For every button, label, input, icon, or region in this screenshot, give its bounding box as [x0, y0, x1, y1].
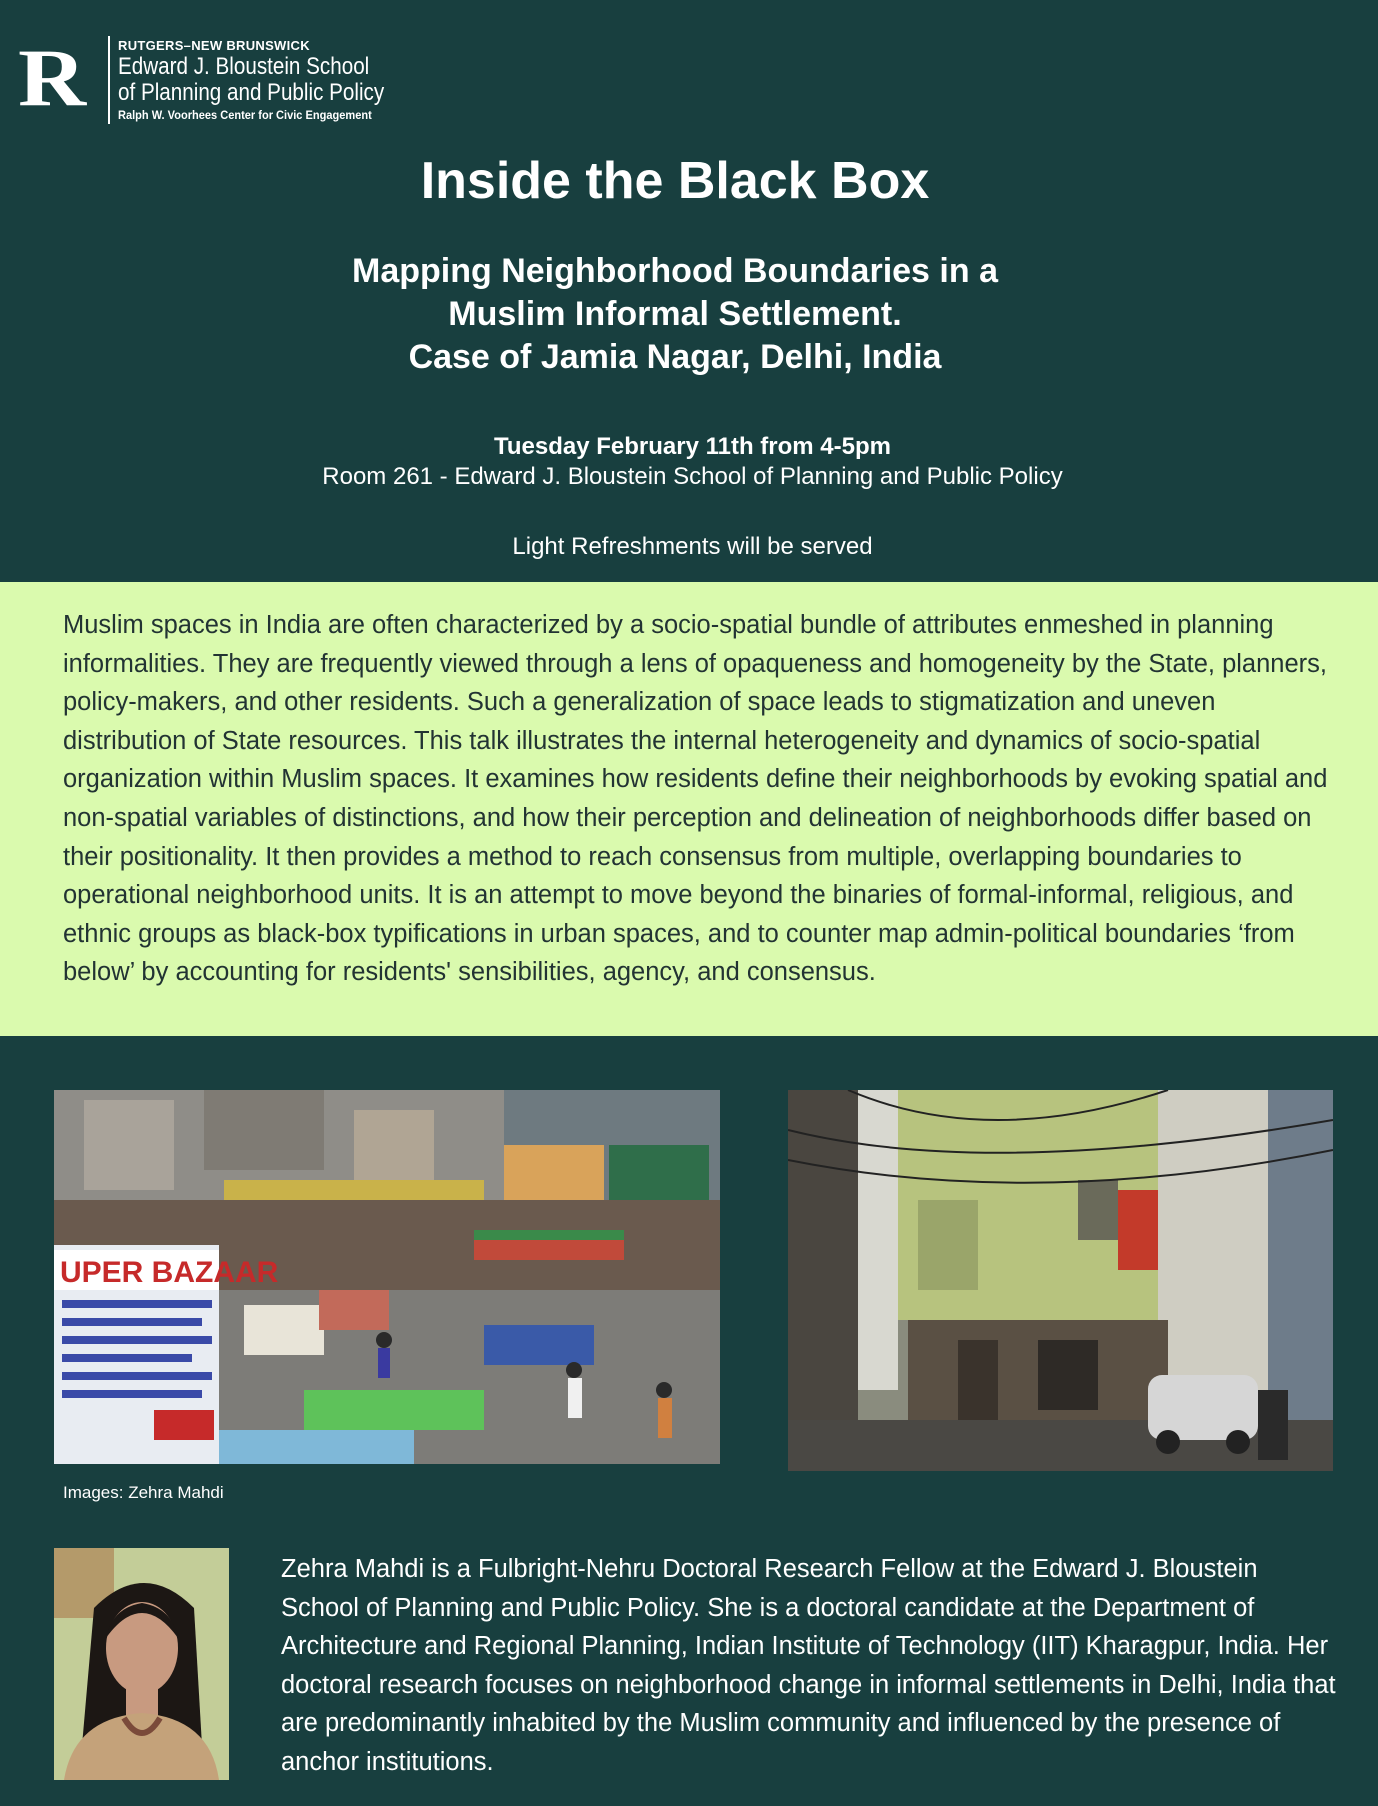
- logo-center-name: Ralph W. Voorhees Center for Civic Engagement: [118, 108, 372, 122]
- market-street-photo: [54, 1090, 720, 1464]
- abstract-panel: [0, 582, 1378, 1036]
- logo-school-line-1: Edward J. Bloustein School: [118, 53, 370, 80]
- event-room: Room 261 - Edward J. Bloustein School of Planning and Public Policy: [322, 463, 1063, 490]
- refreshments-note: Light Refreshments will be served: [512, 533, 873, 560]
- event-title: Inside the Black Box: [420, 152, 930, 210]
- subtitle-line-1: Mapping Neighborhood Boundaries in a: [352, 252, 998, 290]
- building-street-illustration: [788, 1090, 1333, 1471]
- speaker-bio: Zehra Mahdi is a Fulbright-Nehru Doctoral Research Fellow at the Edward J. Bloustein School of Planning and Public Policy. She is a doctoral candidate at the Department of Architecture and Regional Planning, Indian Institute of Technology (IIT) Kharagpur, India. Her doctoral research focuses on neighborhood change in informal settlements in Delhi, India that are predominantly inhabited by the Muslim community and influenced by the presence of anchor institutions.: [281, 1555, 1336, 1776]
- market-street-illustration: [54, 1090, 720, 1464]
- event-date: Tuesday February 11th from 4-5pm: [493, 433, 891, 460]
- abstract-text: Muslim spaces in India are often characterized by a socio-spatial bundle of attributes enmeshed in planning informalities. They are frequently viewed through a lens of opaqueness and homogeneity by the State, planners, policy-makers, and other residents. Such a generalization of space leads to stigmatization and uneven distribution of State resources. This talk illustrates the internal heterogeneity and dynamics of socio-spatial organization within Muslim spaces. It examines how residents define their neighborhoods by evoking spatial and non-spatial variables of distinctions, and how their perception and delineation of neighborhoods differ based on their positionality. It then provides a method to reach consensus from multiple, overlapping boundaries to operational neighborhood units. It is an attempt to move beyond the binaries of formal-informal, religious, and ethnic groups as black-box typifications in urban spaces, and to counter map admin-political boundaries ‘from below’ by accounting for residents' sensibilities, agency, and consensus.: [63, 611, 1328, 987]
- logo-divider: [108, 36, 110, 124]
- subtitle-line-3: Case of Jamia Nagar, Delhi, India: [408, 338, 942, 376]
- photo-caption: Images: Zehra Mahdi: [63, 1483, 224, 1502]
- rutgers-r-logo: R: [18, 32, 87, 123]
- logo-school-line-2: of Planning and Public Policy: [118, 79, 385, 106]
- market-sign-text: UPER BAZAAR: [60, 1256, 279, 1289]
- school-logo: [18, 32, 428, 126]
- building-street-photo: [788, 1090, 1333, 1471]
- speaker-portrait-illustration: [54, 1548, 229, 1780]
- event-subtitle: [0, 250, 1350, 379]
- subtitle-line-2: Muslim Informal Settlement.: [448, 295, 902, 333]
- speaker-portrait: [54, 1548, 229, 1780]
- logo-university: RUTGERS–NEW BRUNSWICK: [118, 38, 310, 53]
- logo-text: [118, 38, 428, 124]
